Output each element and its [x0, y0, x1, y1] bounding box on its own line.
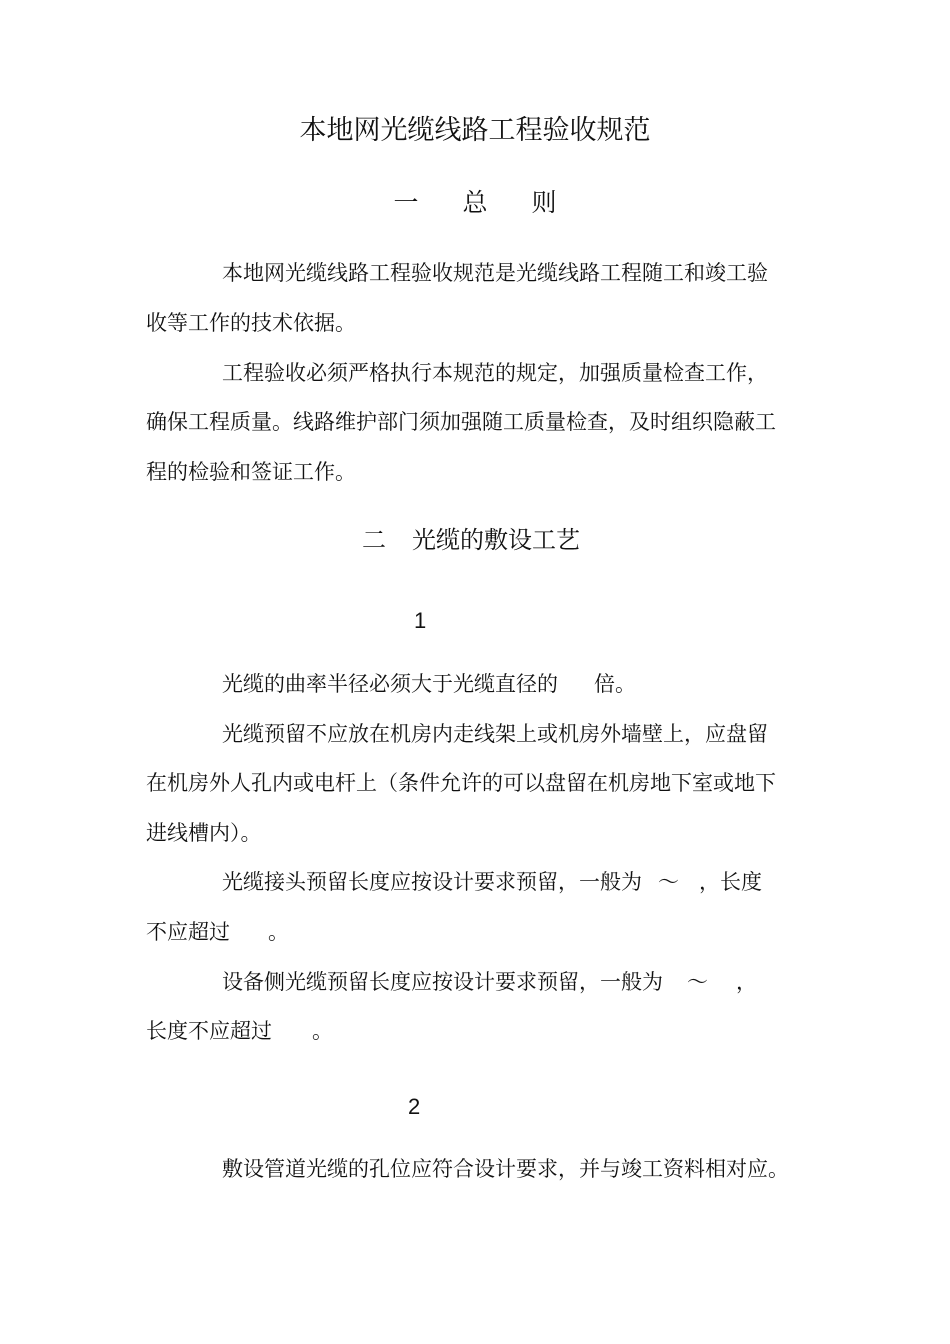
paragraph-line: 程的检验和签证工作。	[146, 460, 356, 484]
paragraph-line: 设备侧光缆预留长度应按设计要求预留，一般为 ～ ，	[222, 970, 757, 994]
paragraph-line: 进线槽内）。	[146, 821, 262, 845]
paragraph-line: 光缆预留不应放在机房内走线架上或机房外墙壁上，应盘留	[222, 722, 768, 746]
paragraph-line: 光缆接头预留长度应按设计要求预留，一般为 ～ ，长度	[222, 870, 762, 894]
document-title: 本地网光缆线路工程验收规范	[299, 115, 651, 146]
paragraph-line: 敷设管道光缆的孔位应符合设计要求，并与竣工资料相对应。	[222, 1157, 789, 1181]
paragraph-line: 工程验收必须严格执行本规范的规定，加强质量检查工作，	[222, 361, 768, 385]
paragraph-line: 确保工程质量。线路维护部门须加强随工质量检查，及时组织隐蔽工	[146, 410, 776, 434]
paragraph-line: 本地网光缆线路工程验收规范是光缆线路工程随工和竣工验	[222, 261, 768, 285]
paragraph-line: 光缆的曲率半径必须大于光缆直径的 倍。	[222, 672, 636, 696]
heading-part: 总	[462, 188, 488, 217]
heading-part: 则	[531, 188, 557, 217]
heading-part: 一	[393, 188, 419, 217]
paragraph-line: 在机房外人孔内或电杆上（条件允许的可以盘留在机房地下室或地下	[146, 771, 776, 795]
subsection-number: 1	[414, 608, 427, 633]
section-heading-general	[0, 186, 950, 220]
paragraph-line: 长度不应超过 。	[146, 1019, 333, 1043]
heading-text: 光缆的敷设工艺	[412, 526, 580, 554]
paragraph-line: 收等工作的技术依据。	[146, 311, 356, 335]
paragraph-line: 不应超过 。	[146, 920, 289, 944]
section-heading-laying	[362, 524, 580, 556]
subsection-number: 2	[408, 1094, 421, 1119]
heading-number: 二	[362, 526, 386, 554]
